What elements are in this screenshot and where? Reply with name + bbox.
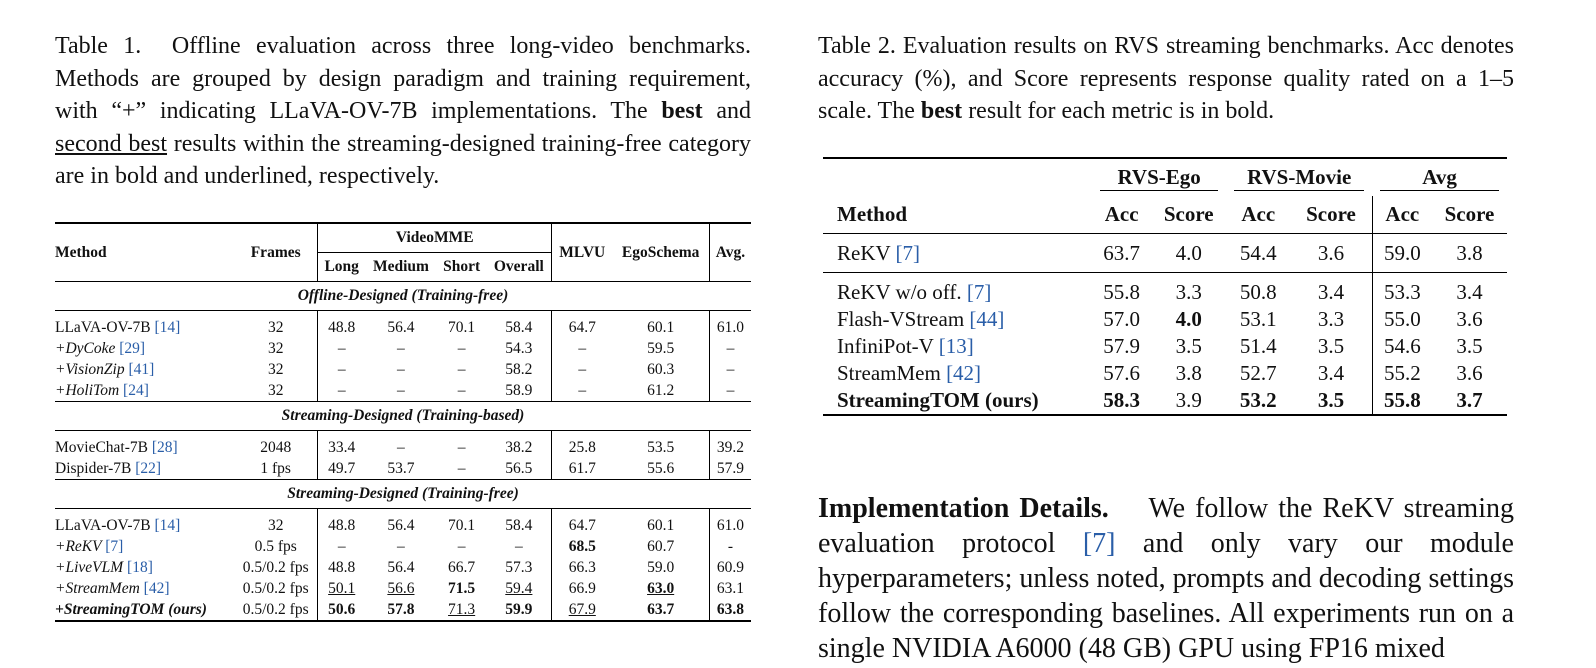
cell-avg-score: 3.7 (1432, 387, 1507, 415)
cell-short: – (457, 537, 466, 555)
cell-avg-acc: 59.0 (1372, 234, 1432, 273)
cell-frames: 0.5 fps (254, 537, 297, 555)
citation-link[interactable]: [18] (127, 558, 153, 576)
citation-link[interactable]: [7] (966, 280, 992, 304)
method-name: LLaVA-OV-7B (55, 516, 155, 534)
caption-text: results within the streaming-designed training-free category are in bold and underlined, respectively. (55, 130, 752, 189)
cell-overall: 58.2 (505, 360, 533, 378)
method-cell (55, 311, 234, 339)
method-cell (55, 578, 234, 599)
table-row (55, 557, 751, 578)
col-score: Score (1290, 196, 1372, 234)
cell-movie-score: 3.4 (1317, 280, 1345, 304)
citation-link[interactable]: [7] (105, 537, 124, 555)
cell-mlvu: – (552, 380, 613, 402)
cell-short: 70.1 (448, 516, 476, 534)
cell-ego-score: 4.0 (1151, 234, 1226, 273)
method-cell (55, 458, 234, 480)
cell-avg-score: 3.4 (1456, 280, 1483, 304)
cell-avg: 63.1 (709, 578, 751, 599)
method-cell (55, 536, 234, 557)
col-avg: Avg. (709, 223, 751, 282)
cell-avg-score: 3.6 (1456, 307, 1483, 331)
caption-text: Table 2. Evaluation results on RVS streaming benchmarks. Acc denotes accuracy (%), and Score represents response quality rated on a 1–5 scale. The (818, 33, 1514, 124)
cell-medium: 56.4 (387, 516, 415, 534)
cell-frames: 32 (267, 339, 284, 357)
cell-frames: 32 (267, 381, 284, 399)
cell-short: – (457, 459, 466, 477)
cell-mlvu: 64.7 (552, 311, 613, 339)
cell-medium: 57.8 (365, 599, 437, 621)
cell-avg-score: 3.6 (1456, 361, 1483, 385)
section-header (55, 402, 751, 431)
table1-caption (55, 30, 751, 193)
col-acc: Acc (1372, 196, 1432, 234)
cell-short: 71.5 (448, 579, 476, 597)
method-cell (55, 431, 234, 459)
caption-label: Table 1. (55, 33, 142, 59)
cell-ego-acc: 57.9 (1103, 334, 1141, 358)
method-name: Dispider-7B (55, 459, 136, 477)
cell-medium: – (397, 360, 405, 378)
cell-long: – (318, 338, 365, 359)
citation-link[interactable]: [42] (143, 579, 170, 597)
cell-overall: 58.9 (505, 381, 533, 399)
method-cell (823, 387, 1092, 415)
cell-ego-score: 3.9 (1151, 387, 1226, 415)
method-name: +LiveVLM (55, 558, 128, 576)
cell-medium: 53.7 (387, 459, 415, 477)
cell-frames: 32 (267, 516, 284, 534)
citation-link[interactable]: [22] (135, 459, 162, 477)
cell-ego: 61.2 (647, 381, 675, 399)
col-long: Long (318, 253, 365, 282)
method-name: InfiniPot-V (837, 334, 939, 358)
citation-link[interactable]: [42] (946, 361, 982, 385)
table-row (55, 311, 751, 339)
cell-short: 70.1 (448, 318, 476, 336)
method-cell (823, 306, 1092, 333)
cell-avg-acc: 55.2 (1372, 360, 1432, 387)
cell-movie-score: 3.4 (1317, 361, 1345, 385)
table-row (823, 273, 1507, 307)
table-row (55, 599, 751, 621)
method-name: StreamMem (837, 361, 947, 385)
cell-ego-score: 3.5 (1175, 334, 1202, 358)
cell-avg-score: 3.8 (1432, 234, 1507, 273)
cell-medium: 56.4 (387, 558, 415, 576)
cell-ego-acc: 55.8 (1103, 280, 1141, 304)
cell-ego: 55.6 (647, 459, 675, 477)
cell-medium: 56.6 (387, 579, 415, 597)
col-medium: Medium (372, 258, 429, 275)
cell-ego: 63.0 (647, 579, 675, 597)
cell-movie-acc: 52.7 (1239, 361, 1277, 385)
cell-ego: 53.5 (647, 438, 675, 456)
method-name: LLaVA-OV-7B (55, 318, 155, 336)
table-row (823, 387, 1507, 415)
cell-overall: 59.4 (505, 579, 533, 597)
cell-ego-acc: 63.7 (1092, 234, 1151, 273)
col-videomme: VideoMME (318, 223, 552, 253)
method-cell (55, 359, 234, 380)
header-blank (823, 158, 1092, 196)
cell-medium: – (397, 537, 405, 555)
cell-mlvu: 61.7 (552, 458, 613, 480)
method-name: StreamingTOM (ours) (837, 388, 1039, 412)
cell-movie-score: 3.5 (1290, 387, 1372, 415)
cell-frames: 2048 (260, 438, 292, 456)
cell-long: 33.4 (318, 431, 365, 459)
method-cell (823, 273, 1092, 307)
caption-text: and (702, 98, 751, 124)
citation-link[interactable]: [41] (128, 360, 155, 378)
col-method: Method (55, 223, 234, 282)
cell-ego: 60.1 (647, 318, 675, 336)
col-frames: Frames (234, 223, 318, 282)
cell-long: 50.6 (318, 599, 365, 621)
cell-movie-acc: 51.4 (1239, 334, 1277, 358)
cell-mlvu: – (552, 359, 613, 380)
caption-text: result for each metric is in bold. (962, 98, 1275, 124)
method-name: MovieChat-7B (55, 438, 152, 456)
table2-caption (818, 30, 1514, 128)
caption-second-best: second best (55, 130, 168, 157)
method-cell (55, 557, 234, 578)
cell-mlvu: 67.9 (552, 599, 613, 621)
cell-avg: 57.9 (709, 458, 751, 480)
table2 (823, 157, 1507, 416)
cell-movie-acc: 53.2 (1226, 387, 1290, 415)
cell-short: 66.7 (448, 558, 476, 576)
cell-frames: 0.5/0.2 fps (234, 599, 318, 621)
col-egoschema: EgoSchema (612, 223, 709, 282)
col-rvs-movie-group (1226, 158, 1372, 196)
cell-avg: 61.0 (709, 509, 751, 537)
cell-avg-acc: 54.6 (1372, 333, 1432, 360)
paragraph-text: and only vary our module hyperparameters; unless noted, prompts and decoding settings follow the corresponding baselines. All experiments run on a single NVIDIA A6000 (48 GB) GPU using FP16 mixed (818, 528, 1514, 664)
cell-frames: 1 fps (260, 459, 291, 477)
implementation-details-paragraph (818, 491, 1514, 666)
cell-avg-acc: 55.8 (1372, 387, 1432, 415)
citation-link[interactable]: [44] (969, 307, 1005, 331)
paragraph-heading: Implementation Details. (818, 493, 1109, 524)
cell-avg: 61.0 (709, 311, 751, 339)
col-overall: Overall (493, 258, 544, 275)
method-name: ReKV (837, 240, 896, 265)
cell-long: 49.7 (318, 458, 365, 480)
col-score: Score (1151, 196, 1226, 234)
cell-avg-score: 3.5 (1456, 334, 1483, 358)
citation-link[interactable]: [7] (1082, 528, 1116, 559)
cell-mlvu: – (552, 338, 613, 359)
method-name: Flash-VStream (837, 307, 970, 331)
cell-ego: 63.7 (612, 599, 709, 621)
col-acc: Acc (1092, 196, 1151, 234)
cell-short: – (457, 438, 466, 456)
table-row (55, 338, 751, 359)
cell-medium: 56.4 (387, 318, 415, 336)
cell-long: 48.8 (318, 311, 365, 339)
cell-mlvu: 68.5 (552, 536, 613, 557)
table-row (55, 509, 751, 537)
method-cell (55, 509, 234, 537)
cell-ego-score: 4.0 (1175, 307, 1202, 331)
cell-overall: – (514, 537, 523, 555)
cell-overall: 54.3 (505, 339, 533, 357)
col-short: Short (443, 258, 481, 275)
cell-mlvu: 25.8 (552, 431, 613, 459)
cell-ego: 59.0 (647, 558, 675, 576)
cell-overall: 58.4 (505, 318, 533, 336)
method-name: +DyCoke (55, 339, 120, 357)
method-cell (823, 234, 1092, 273)
col-avg: Avg (1380, 165, 1499, 191)
table-row (55, 536, 751, 557)
cell-short: – (457, 360, 466, 378)
table-row (55, 359, 751, 380)
col-rvs-movie: RVS-Movie (1234, 165, 1364, 191)
cell-avg-acc: 53.3 (1372, 273, 1432, 307)
cell-ego: 60.1 (647, 516, 675, 534)
citation-link[interactable]: [24] (123, 381, 149, 399)
cell-avg: – (709, 380, 751, 402)
cell-long: – (318, 536, 365, 557)
section-title: Offline-Designed (Training-free) (55, 282, 751, 311)
cell-movie-acc: 54.4 (1226, 234, 1290, 273)
caption-best: best (920, 98, 963, 124)
caption-text: Offline evaluation across three long-video benchmarks. Methods are grouped by design paradigm and training requirement, with “+” indicating LLaVA-OV-7B implementations. The (55, 33, 751, 124)
cell-ego-acc: 57.0 (1103, 307, 1141, 331)
cell-frames: 32 (267, 360, 284, 378)
cell-avg: – (709, 338, 751, 359)
cell-short: – (457, 381, 466, 399)
cell-movie-score: 3.5 (1317, 334, 1345, 358)
table-row (55, 380, 751, 402)
method-cell (823, 333, 1092, 360)
cell-overall: 58.4 (505, 516, 533, 534)
cell-frames: 32 (267, 318, 284, 336)
section-header (55, 282, 751, 311)
cell-ego: 60.3 (647, 360, 675, 378)
cell-ego-score: 3.3 (1175, 280, 1202, 304)
method-name: +VisionZip (55, 360, 129, 378)
table1 (55, 222, 751, 622)
cell-avg: 63.8 (709, 599, 751, 621)
cell-mlvu: 66.3 (552, 557, 613, 578)
cell-avg: – (709, 359, 751, 380)
cell-long: – (318, 380, 365, 402)
citation-link[interactable]: [13] (938, 334, 974, 358)
cell-avg: - (709, 536, 751, 557)
cell-medium: – (397, 339, 405, 357)
table-row (823, 360, 1507, 387)
cell-frames: 0.5/0.2 fps (242, 558, 309, 576)
col-acc: Acc (1226, 196, 1290, 234)
cell-medium: – (397, 438, 405, 456)
col-rvs-ego: RVS-Ego (1100, 165, 1218, 191)
cell-avg-acc: 55.0 (1372, 306, 1432, 333)
cell-movie-acc: 50.8 (1239, 280, 1277, 304)
cell-avg: 60.9 (709, 557, 751, 578)
table-row (823, 333, 1507, 360)
cell-movie-acc: 53.1 (1239, 307, 1277, 331)
section-header (55, 480, 751, 509)
cell-movie-score: 3.6 (1290, 234, 1372, 273)
cell-long: 48.8 (318, 509, 365, 537)
cell-ego-score: 3.8 (1175, 361, 1202, 385)
cell-mlvu: 64.7 (552, 509, 613, 537)
section-title: Streaming-Designed (Training-free) (55, 480, 751, 509)
citation-link[interactable]: [28] (151, 438, 178, 456)
citation-link[interactable]: [14] (154, 516, 181, 534)
cell-overall: 57.3 (505, 558, 533, 576)
citation-link[interactable]: [14] (154, 318, 181, 336)
cell-overall: 59.9 (486, 599, 551, 621)
table-row (55, 578, 751, 599)
cell-ego-acc: 57.6 (1103, 361, 1141, 385)
cell-ego: 59.5 (647, 339, 675, 357)
cell-ego: 60.7 (647, 537, 675, 555)
cell-long: 48.8 (318, 557, 365, 578)
cell-overall: 56.5 (505, 459, 533, 477)
method-cell (55, 338, 234, 359)
table-row (823, 234, 1507, 273)
method-name: +StreamingTOM (ours) (55, 600, 207, 618)
table-row (55, 458, 751, 480)
paragraph-text: We follow the ReKV streaming evaluation protocol (818, 493, 1514, 559)
col-method: Method (823, 196, 1092, 234)
cell-overall: 38.2 (505, 438, 533, 456)
section-title: Streaming-Designed (Training-based) (55, 402, 751, 431)
col-mlvu: MLVU (552, 223, 613, 282)
cell-ego-acc: 58.3 (1092, 387, 1151, 415)
cell-long: 50.1 (318, 578, 365, 599)
method-name: +StreamMem (55, 579, 144, 597)
caption-best: best (661, 98, 703, 124)
method-name: ReKV w/o off. (837, 280, 967, 304)
cell-short: 71.3 (437, 599, 487, 621)
col-avg-group (1372, 158, 1507, 196)
col-score: Score (1432, 196, 1507, 234)
citation-link[interactable]: [7] (895, 240, 921, 265)
method-name: +ReKV (55, 537, 106, 555)
cell-short: – (457, 339, 466, 357)
cell-mlvu: 66.9 (552, 578, 613, 599)
table-row (55, 431, 751, 459)
cell-frames: 0.5/0.2 fps (242, 579, 309, 597)
cell-long: – (318, 359, 365, 380)
citation-link[interactable]: [29] (119, 339, 146, 357)
method-cell (55, 599, 234, 621)
method-cell (823, 360, 1092, 387)
cell-medium: – (397, 381, 405, 399)
method-name: +HoliTom (55, 381, 124, 399)
cell-avg: 39.2 (709, 431, 751, 459)
cell-movie-score: 3.3 (1317, 307, 1345, 331)
col-rvs-ego-group (1092, 158, 1226, 196)
method-cell (55, 380, 234, 402)
table-row (823, 306, 1507, 333)
